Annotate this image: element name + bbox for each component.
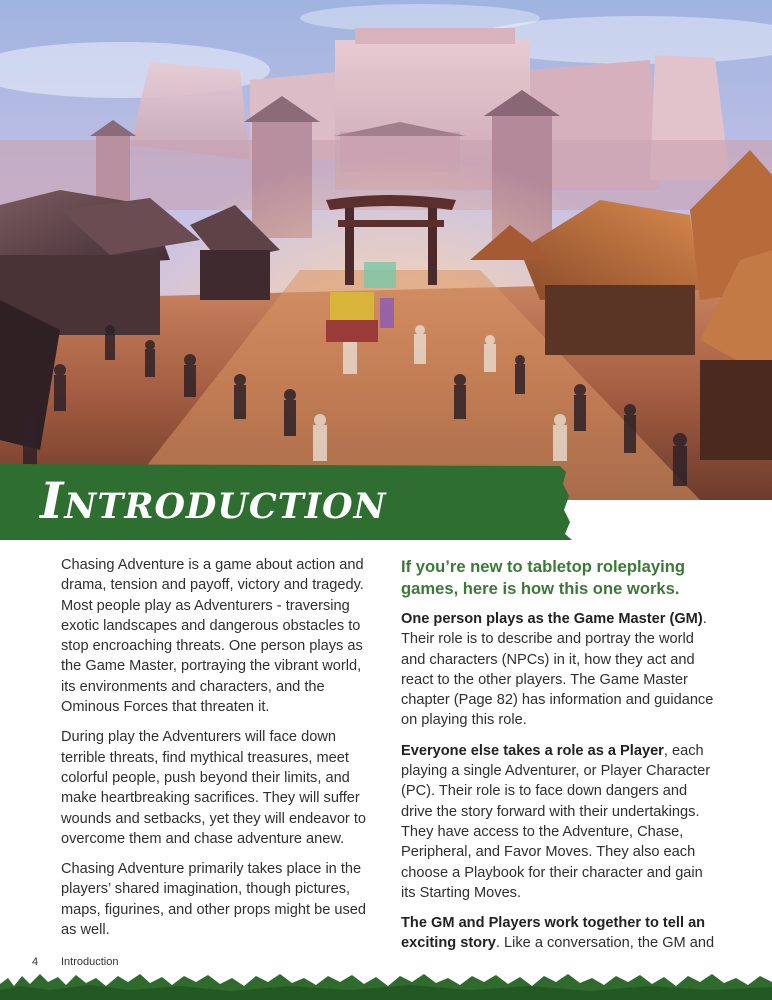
gm-paragraph (401, 609, 716, 731)
imagination-paragraph: Chasing Adventure primarily takes place in the players’ shared imagination, though pictures, maps, figurines, and other props might be used as well. (61, 861, 367, 939)
player-text: , each playing a single Adventurer, or Player Character (PC). Their role is to face down dangers and drive the story forward with their undertakings. They have access to the Adventure, Chase, Peripheral, and Favor Moves. They also each choose a Playbook for their character and gain its Starting Moves. (401, 742, 711, 901)
story-text: . Like a conversation, the GM and (495, 935, 715, 952)
section-heading: If you’re new to tabletop roleplaying games, here is how this one works. (401, 557, 685, 598)
story-paragraph (401, 913, 716, 954)
page-number: 4 (32, 956, 39, 968)
player-paragraph (401, 741, 716, 903)
grass-decoration (0, 968, 772, 1000)
page-title: Introduction (40, 471, 387, 530)
gm-bold-lead: One person plays as the Game Master (GM) (401, 611, 703, 627)
footer-section-name: Introduction (61, 956, 119, 968)
grass-border (0, 968, 772, 1000)
gm-text: . Their role is to describe and portray the world and characters (NPCs) in it, how they act and react to the other players. The Game Master chapter (Page 82) has information and guidance on playing this role. (401, 611, 714, 729)
title-banner (0, 462, 572, 540)
player-bold-lead: Everyone else takes a role as a Player (401, 742, 664, 759)
play-paragraph: During play the Adventurers will face down terrible threats, find mythical treasures, meet colorful people, push beyond their limits, and make heartbreaking sacrifices. They will suffer wounds and setbacks, yet they will endeavor to overcome them and chase adventure anew. (61, 729, 367, 847)
intro-paragraph: Chasing Adventure is a game about action and drama, tension and payoff, victory and tragedy. Most people play as Adventurers - traversing exotic landscapes and dangerous obstacles to stop encroaching threats. One person plays as the Game Master, portraying the vibrant world, its environments and characters, and the Ominous Forces that threaten it. (61, 557, 364, 716)
left-column (61, 555, 372, 950)
right-column (401, 555, 716, 964)
story-bold-lead: The GM and Players work together to tell an exciting story (401, 915, 706, 952)
